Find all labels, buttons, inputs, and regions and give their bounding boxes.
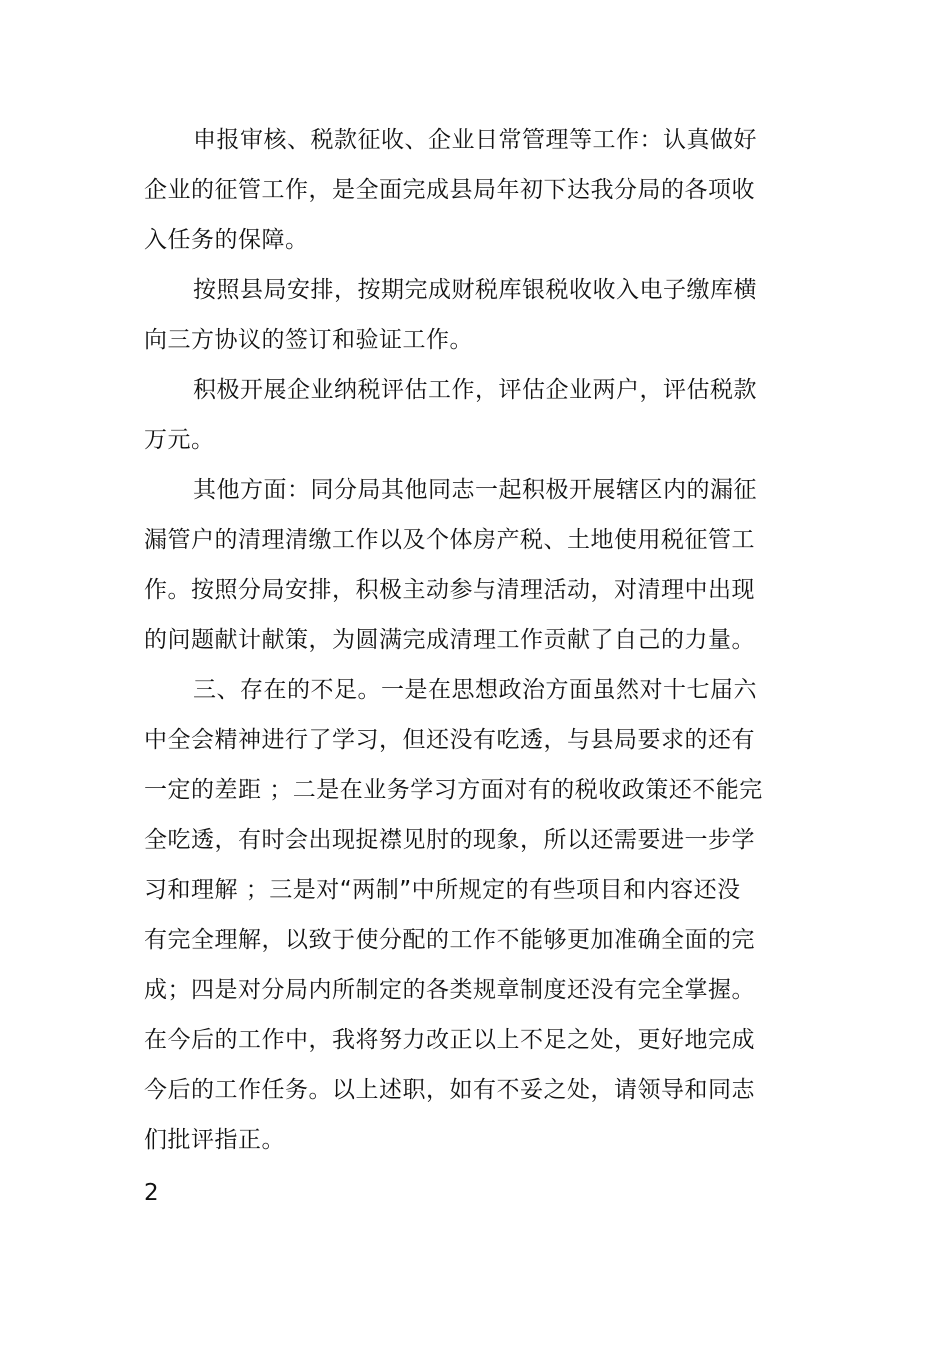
text-line: 一定的差距 ；二是在业务学习方面对有的税收政策还不能完: [144, 777, 763, 803]
text-line: 申报审核、税款征收、企业日常管理等工作：认真做好: [193, 127, 757, 153]
text-line: 入任务的保障。: [144, 227, 309, 253]
text-line: 习和理解 ；三是对“两制”中所规定的有些项目和内容还没: [144, 877, 741, 903]
text-line: 向三方协议的签订和验证工作。: [144, 327, 473, 353]
text-line: 成；四是对分局内所制定的各类规章制度还没有完全掌握。: [144, 977, 755, 1003]
text-line: 三、存在的不足。一是在思想政治方面虽然对十七届六: [193, 677, 757, 703]
text-line: 作。按照分局安排，积极主动参与清理活动，对清理中出现: [144, 577, 755, 603]
text-line: 全吃透，有时会出现捉襟见肘的现象，所以还需要进一步学: [144, 827, 755, 853]
text-line: 万元。: [144, 427, 215, 453]
text-line: 漏管户的清理清缴工作以及个体房产税、土地使用税征管工: [144, 527, 755, 553]
text-line: 按照县局安排，按期完成财税库银税收收入电子缴库横: [193, 277, 757, 303]
text-line: 积极开展企业纳税评估工作，评估企业两户，评估税款: [193, 377, 757, 403]
text-line: 们批评指正。: [144, 1127, 285, 1153]
text-line: 中全会精神进行了学习，但还没有吃透，与县局要求的还有: [144, 727, 755, 753]
page-number: 2: [144, 1180, 159, 1206]
text-line: 的问题献计献策，为圆满完成清理工作贡献了自己的力量。: [144, 627, 755, 653]
text-line: 有完全理解，以致于使分配的工作不能够更加准确全面的完: [144, 927, 755, 953]
text-line: 在今后的工作中，我将努力改正以上不足之处，更好地完成: [144, 1027, 755, 1053]
text-line: 今后的工作任务。以上述职，如有不妥之处，请领导和同志: [144, 1077, 755, 1103]
text-line: 其他方面：同分局其他同志一起积极开展辖区内的漏征: [193, 477, 757, 503]
text-line: 企业的征管工作，是全面完成县局年初下达我分局的各项收: [144, 177, 755, 203]
